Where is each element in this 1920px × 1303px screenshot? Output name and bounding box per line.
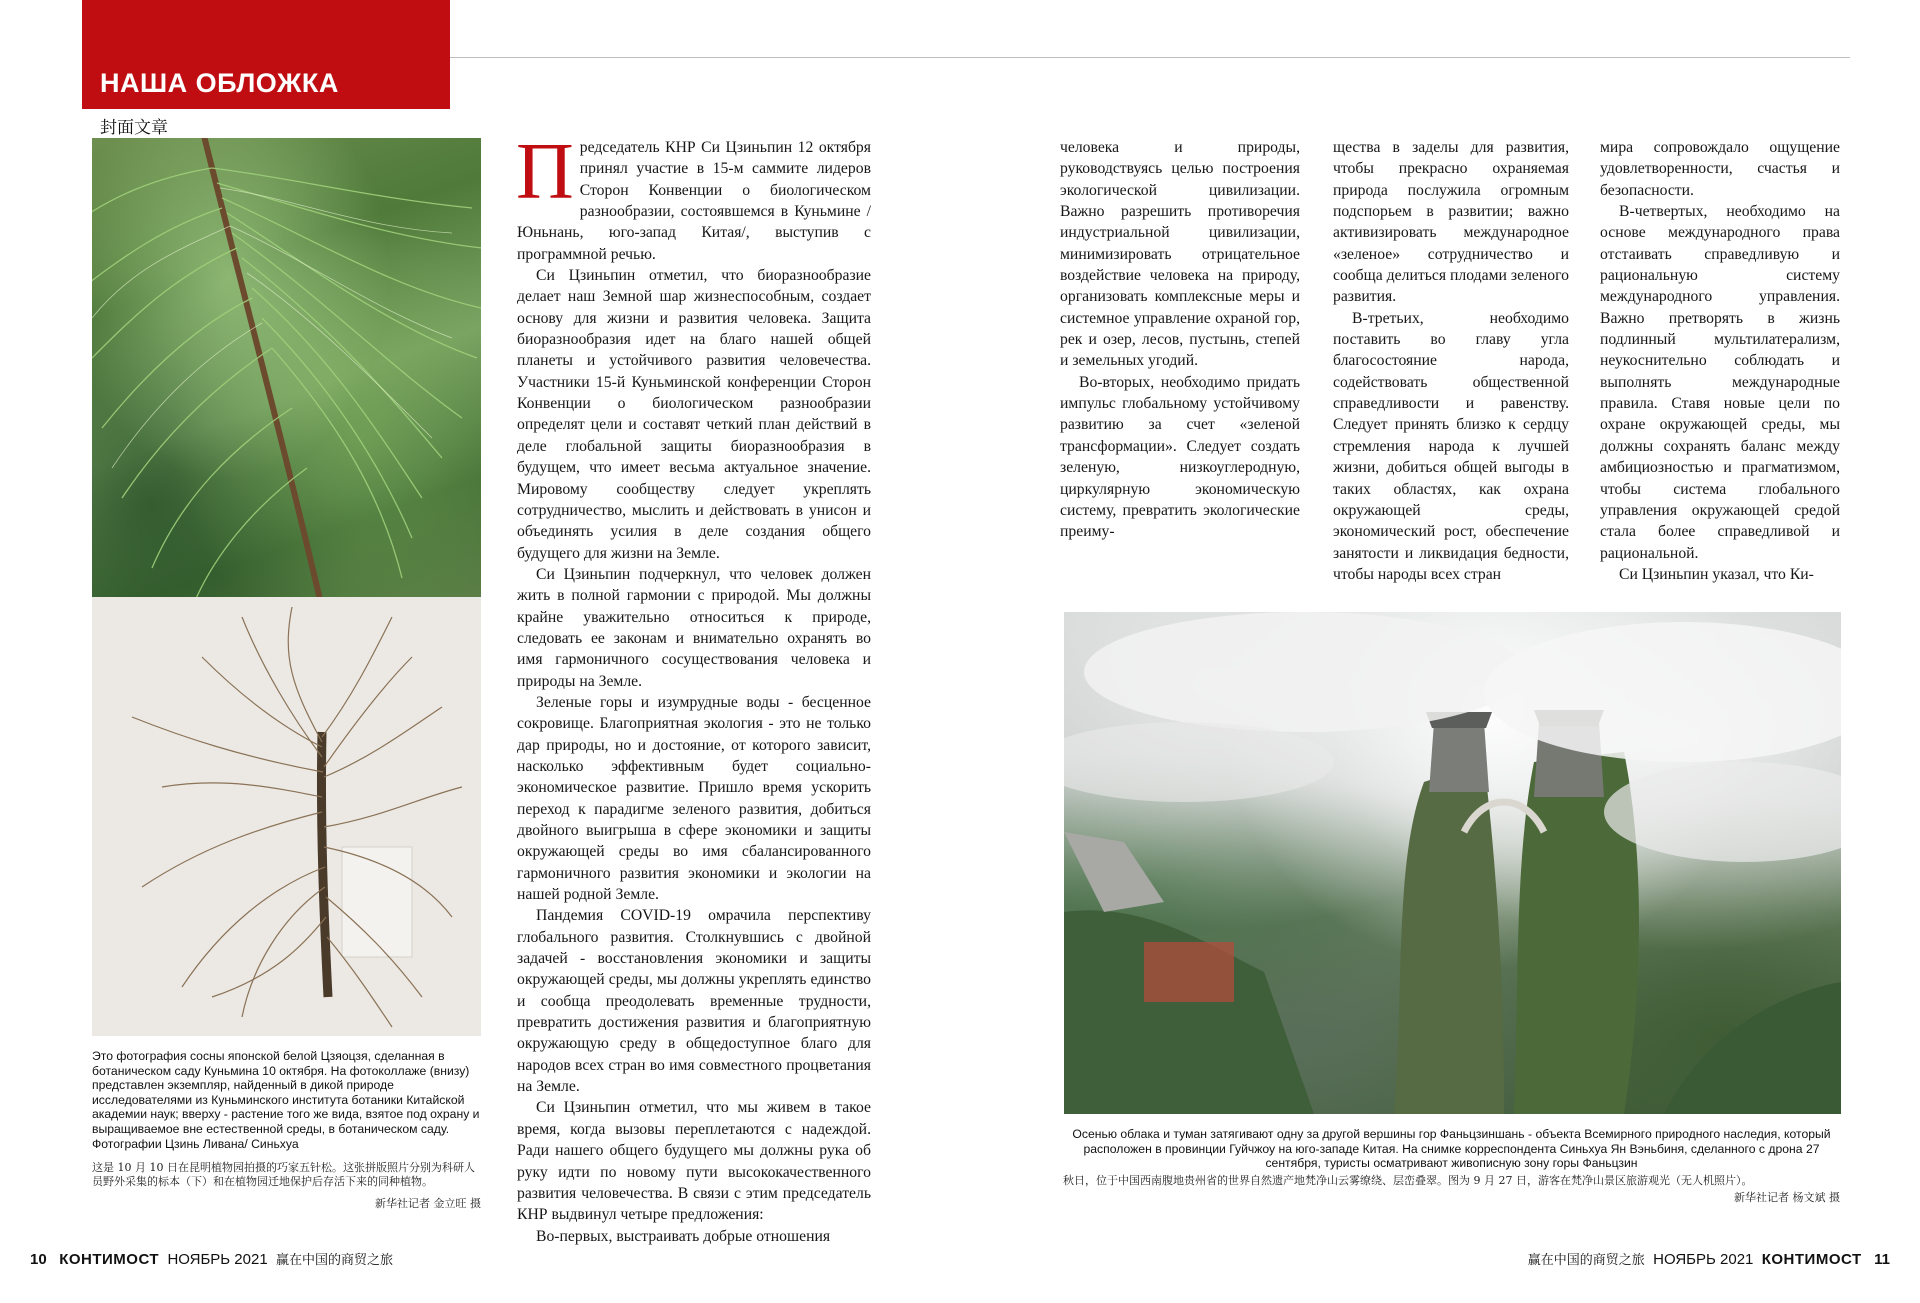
slogan-left: 赢在中国的商贸之旅 xyxy=(276,1253,394,1268)
article-column-4 xyxy=(1600,137,1840,585)
article-paragraph: Председатель КНР Си Цзиньпин 12 октября принял участие в 15-м саммите лидеров Сторон Конвенции о биологическом разнообразии, состоявшемся в Куньмине /Юньнань, юго-запад Китая/, выступив с программной речью. xyxy=(516,128,871,263)
article-paragraph: В-третьих, необходимо поставить во главу угла благосостояние народа, содействовать общественной справедливости и равенству. Следует принять близко к сердцу стремления народа к лучшей жизни, добиться общей выгоды в таких областях, как охрана окружающей среды, экономический рост, обеспечение занятости и ликвидация бедности, чтобы народы всех стран xyxy=(1333,309,1569,583)
article-paragraph: В-четвертых, необходимо на основе международного права отстаивать справедливую и рациональную систему международного управления. Важно претворять в жизнь подлинный мультилатерализм, неукоснительно соблюдать и выполнять международные правила. Ставя новые цели по охране окружающей среды, мы должны сохранять баланс между амбициозностью и прагматизмом, чтобы система глобального управления окружающей средой стала более справедливой и рациональной. xyxy=(1600,203,1840,562)
article-paragraph: Си Цзиньпин отметил, что мы живем в такое время, когда вызовы переплетаются с надеждой. Ради нашего общего будущего мы должны рука об руку идти по новому пути высококачественного развития человечества. В связи с этим председатель КНР выдвинул четыре предложения: xyxy=(517,1099,871,1224)
article-column-3 xyxy=(1333,137,1569,585)
issue-date-left: НОЯБРЬ 2021 xyxy=(167,1251,268,1268)
footer-left xyxy=(30,1249,393,1268)
article-paragraph: Во-первых, выстраивать добрые отношения xyxy=(536,1227,831,1245)
section-title: НАША ОБЛОЖКА xyxy=(100,68,339,98)
pine-needles-photo xyxy=(92,138,481,597)
fanjingshan-photo-credit: 新华社记者 杨文斌 摄 xyxy=(1734,1191,1840,1204)
article-column-2 xyxy=(1060,137,1300,543)
article-paragraph: Во-вторых, необходимо придать импульс глобальному устойчивому развитию за счет «зеленой трансформации». Следует создать зеленую, низкоуглеродную, циркулярную экономическую систему, превратить экологические преиму- xyxy=(1060,373,1300,541)
article-paragraph: мира сопровождало ощущение удовлетворенности, счастья и безопасности. xyxy=(1600,139,1840,199)
fanjingshan-photo-caption-chinese: 秋日，位于中国西南腹地贵州省的世界自然遗产地梵净山云雾缭绕、层峦叠翠。图为 9 月 27 日，游客在梵净山景区旅游观光（无人机照片）。 xyxy=(1063,1174,1753,1187)
pine-photo-credit: 新华社记者 金立旺 摄 xyxy=(375,1197,481,1210)
pine-photo-caption-chinese: 这是 10 月 10 日在昆明植物园拍摄的巧家五针松。这张拼版照片分别为科研人员野外采集的标本（下）和在植物园迁地保护后存活下来的同种植物。 xyxy=(92,1161,475,1188)
article-column-1 xyxy=(516,128,871,1247)
header-rule xyxy=(450,57,1850,58)
page-number-right: 11 xyxy=(1874,1251,1890,1268)
article-paragraph: Си Цзиньпин отметил, что биоразнообразие делает наш Земной шар жизнеспособным, создает основу для жизни и развития человека. Защита биоразнообразия идет на благо нашей общей планеты и устойчивого развития человечества. Участники 15-й Куньминской конференции Сторон Конвенции о биологическом разнообразии определят цели и составят четкий план действий в деле глобальной защиты биоразнообразия в будущем, что имеет весьма актуальное значение. Мировому сообществу следует укреплять сотрудничество, мыслить и действовать в унисон и объединять усилия в деле создания общего будущего для жизни на Земле. xyxy=(517,267,871,562)
section-subtitle: 封面文章 xyxy=(100,118,168,138)
article-paragraph: Си Цзиньпин подчеркнул, что человек должен жить в полной гармонии с природой. Мы должны крайне уважительно относиться к природе, следовать ее законам и внимательно охранять во имя гармоничного сосуществования человека и природы на Земле. xyxy=(517,565,871,690)
article-paragraph: Пандемия COVID-19 омрачила перспективу глобального развития. Столкнувшись с двойной задачей - восстановления экономики и защиты окружающей среды, мы должны укреплять единство и сообща преодолевать временные трудности, превратить достижения развития и благоприятную окружающую среду в общедоступное благо для народов всех стран во имя совместного процветания на Земле. xyxy=(517,907,871,1096)
magazine-name-left: КОНТИМОСТ xyxy=(59,1251,160,1268)
magazine-name-right: КОНТИМОСТ xyxy=(1761,1251,1862,1268)
article-dropcap: П xyxy=(516,128,574,216)
article-paragraph: щества в заделы для развития, чтобы прекрасно охраняемая природа послужила огромным подспорьем в развитии; важно активизировать международное «зеленое» сотрудничество и сообща делиться плодами зеленого развития. xyxy=(1333,139,1569,306)
slogan-right: 赢在中国的商贸之旅 xyxy=(1527,1253,1645,1268)
pine-photo-caption: Это фотография сосны японской белой Цзяоцзя, сделанная в ботаническом саду Куньмина 10 октября. На фотоколлаже (внизу) представлен экземпляр, найденный в дикой природе исследователями из Куньминского института ботаники Китайской академии наук; вверху - растение того же вида, взятое под охрану и выращиваемое вне естественной среды, в ботаническом саду. Фотографии Цзинь Ливана/ Синьхуа xyxy=(92,1049,480,1151)
herbarium-specimen-photo xyxy=(92,597,481,1036)
page-number-left: 10 xyxy=(30,1251,47,1268)
footer-right xyxy=(1528,1249,1890,1268)
fanjingshan-aerial-photo xyxy=(1064,612,1841,1114)
herbarium-branch-illustration xyxy=(92,597,481,1036)
article-paragraph: Зеленые горы и изумрудные воды - бесценное сокровище. Благоприятная экология - это не только дар природы, но и достояние, от которого зависит, насколько эффективным будет социально-экономическое развитие. Пришло время ускорить переход к парадигме зеленого развития, добиться двойного выигрыша в сфере экономики и защиты окружающей среды во имя сбалансированного гармоничного развития экономики и экологии на нашей родной Земле. xyxy=(517,693,871,904)
fanjingshan-photo-caption: Осенью облака и туман затягивают одну за другой вершины гор Фаньцзиншань - объекта Всемирного природного наследия, который расположен в провинции Гуйчжоу на юго-западе Китая. На снимке корреспондента Синьхуа Ян Вэньбиня, сделанного с дрона 27 сентября, туристы осматривают живописную зону горы Фаньцзин xyxy=(1072,1127,1831,1171)
article-paragraph: человека и природы, руководствуясь целью построения экологической цивилизации. Важно разрешить противоречия индустриальной цивилизации, минимизировать отрицательное воздействие человека на природу, организовать комплексные меры и системное управление охраной гор, рек и озер, лесов, пустынь, степей и земельных угодий. xyxy=(1060,139,1300,370)
article-paragraph: Си Цзиньпин указал, что Ки- xyxy=(1619,565,1814,583)
pine-needles-illustration xyxy=(92,138,481,597)
issue-date-right: НОЯБРЬ 2021 xyxy=(1653,1251,1754,1268)
fanjingshan-illustration xyxy=(1064,612,1841,1114)
